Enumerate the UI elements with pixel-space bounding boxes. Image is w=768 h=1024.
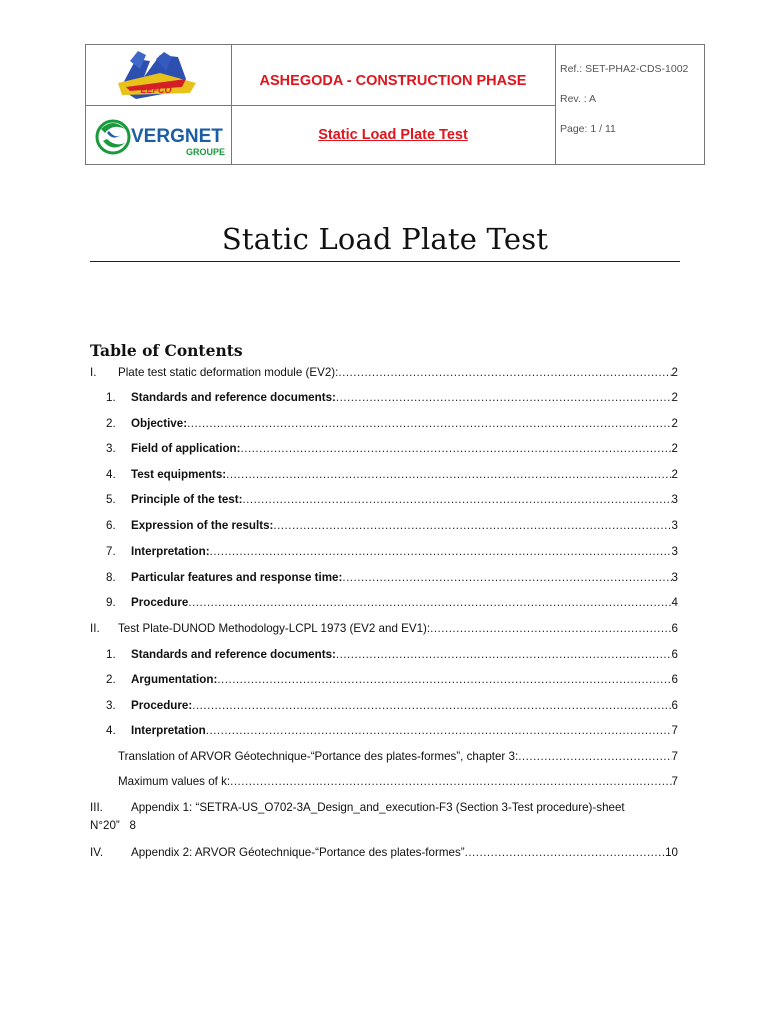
toc-entry-number: 6. xyxy=(106,519,116,532)
vergnet-logo xyxy=(91,111,229,161)
toc-leader-dots xyxy=(206,724,672,737)
toc-entry-page: 7 xyxy=(671,750,678,763)
toc-leader-dots xyxy=(336,391,672,404)
toc-entry-text: Field of application: xyxy=(131,442,241,455)
toc-entry-page: 3 xyxy=(671,493,678,506)
toc-entry-text: Expression of the results: xyxy=(131,519,274,532)
toc-entry[interactable] xyxy=(0,750,768,766)
toc-entry-number: 3. xyxy=(106,442,116,455)
document-header xyxy=(85,44,705,165)
toc-entry-number: 2. xyxy=(106,673,116,686)
toc-leader-dots xyxy=(430,622,671,635)
revision: Rev. : A xyxy=(560,93,596,105)
eefco-logo xyxy=(116,49,198,103)
toc-entry-text: Test Plate-DUNOD Methodology-LCPL 1973 (EV2 and EV1): xyxy=(118,622,431,635)
toc-entry-number: IV. xyxy=(90,846,104,859)
toc-leader-dots xyxy=(342,571,671,584)
toc-entry[interactable] xyxy=(0,417,768,433)
eefco-logo-text: EEFCO xyxy=(140,85,172,95)
toc-entry-page: 3 xyxy=(671,519,678,532)
page-title: Static Load Plate Test xyxy=(221,222,549,256)
toc-leader-dots xyxy=(242,493,671,506)
header-divider xyxy=(86,105,555,106)
toc-entry[interactable] xyxy=(0,391,768,407)
toc-entry-text: Objective: xyxy=(131,417,188,430)
toc-entry-page: 4 xyxy=(671,596,678,609)
reference-number: Ref.: SET-PHA2-CDS-1002 xyxy=(560,63,689,75)
toc-entry-text: Procedure xyxy=(131,596,189,609)
toc-leader-dots xyxy=(465,846,665,859)
toc-entry[interactable] xyxy=(0,545,768,561)
toc-entry-page: 2 xyxy=(671,366,678,379)
toc-leader-dots xyxy=(338,366,671,379)
toc-entry-text: Plate test static deformation module (EV2): xyxy=(118,366,339,379)
toc-entry[interactable] xyxy=(0,468,768,484)
toc-entry[interactable] xyxy=(0,724,768,740)
toc-entry-text: Interpretation: xyxy=(131,545,210,558)
toc-leader-dots xyxy=(230,775,671,788)
toc-entry[interactable] xyxy=(0,648,768,664)
toc-entry-number: 4. xyxy=(106,724,116,737)
toc-heading: Table of Contents xyxy=(90,341,243,360)
toc-leader-dots xyxy=(518,750,671,763)
header-divider xyxy=(555,45,556,164)
toc-entry-page: 6 xyxy=(671,648,678,661)
toc-entry-page: 2 xyxy=(671,417,678,430)
toc-entry-number: 1. xyxy=(106,391,116,404)
title-rule xyxy=(90,261,680,262)
toc-entry-text: Appendix 2: ARVOR Géotechnique-“Portance des plates-formes” xyxy=(131,846,465,859)
toc-entry-number: I. xyxy=(90,366,97,379)
toc-entry-page: 6 xyxy=(671,673,678,686)
toc-entry-text: Standards and reference documents: xyxy=(131,391,336,404)
toc-leader-dots xyxy=(217,673,671,686)
toc-leader-dots xyxy=(188,596,671,609)
toc-entry-page: 10 xyxy=(665,846,678,859)
toc-entry-page: 7 xyxy=(671,724,678,737)
toc-entry-page: 3 xyxy=(671,571,678,584)
toc-leader-dots xyxy=(187,417,671,430)
toc-entry-text: Principle of the test: xyxy=(131,493,243,506)
toc-entry-page: 3 xyxy=(671,545,678,558)
toc-entry-text: N°20” xyxy=(90,819,120,832)
toc-entry-number: 5. xyxy=(106,493,116,506)
toc-entry-text: Particular features and response time: xyxy=(131,571,343,584)
toc-leader-dots xyxy=(192,699,671,712)
toc-entry-number: 4. xyxy=(106,468,116,481)
toc-entry[interactable] xyxy=(0,846,768,862)
toc-entry[interactable] xyxy=(0,596,768,612)
document-title: Static Load Plate Test xyxy=(318,127,468,143)
toc-entry[interactable] xyxy=(0,519,768,535)
toc-entry[interactable] xyxy=(0,699,768,715)
vergnet-logo-subtext: GROUPE xyxy=(185,147,225,157)
toc-entry-text: Procedure: xyxy=(131,699,193,712)
toc-entry-text: Standards and reference documents: xyxy=(131,648,336,661)
toc-entry[interactable] xyxy=(0,622,768,638)
toc-entry-text: Test equipments: xyxy=(131,468,227,481)
toc-entry-text: Maximum values of k: xyxy=(118,775,231,788)
vergnet-logo-text: VERGNET xyxy=(131,126,223,147)
toc-entry-page: 6 xyxy=(671,622,678,635)
toc-entry-number: 8. xyxy=(106,571,116,584)
toc-entry[interactable] xyxy=(0,493,768,509)
toc-entry-page: 6 xyxy=(671,699,678,712)
toc-leader-dots xyxy=(336,648,672,661)
toc-entry-text: Interpretation xyxy=(131,724,206,737)
toc-entry-number: 2. xyxy=(106,417,116,430)
toc-entry-number: II. xyxy=(90,622,100,635)
toc-entry[interactable] xyxy=(0,366,768,382)
toc-entry[interactable] xyxy=(0,801,768,832)
toc-leader-dots xyxy=(273,519,671,532)
toc-entry[interactable] xyxy=(0,673,768,689)
toc-entry-text: Argumentation: xyxy=(131,673,218,686)
toc-leader-dots xyxy=(226,468,671,481)
project-title: ASHEGODA - CONSTRUCTION PHASE xyxy=(259,73,527,89)
toc-entry-number: 9. xyxy=(106,596,116,609)
toc-entry[interactable] xyxy=(0,775,768,791)
toc-entry-page: 8 xyxy=(129,819,136,832)
toc-leader-dots xyxy=(241,442,672,455)
toc-entry-page: 2 xyxy=(671,468,678,481)
toc-entry-page: 2 xyxy=(671,391,678,404)
toc-entry-page: 7 xyxy=(671,775,678,788)
toc-entry-page: 2 xyxy=(671,442,678,455)
toc-entry-text: Appendix 1: “SETRA-US_O702-3A_Design_and_execution-F3 (Section 3-Test procedure)-sheet xyxy=(131,801,625,814)
toc-entry[interactable] xyxy=(0,442,768,458)
toc-entry-number: 1. xyxy=(106,648,116,661)
page-number: Page: 1 / 11 xyxy=(560,123,616,135)
toc-entry-number: 3. xyxy=(106,699,116,712)
toc-entry-number: 7. xyxy=(106,545,116,558)
toc-entry[interactable] xyxy=(0,571,768,587)
toc-leader-dots xyxy=(210,545,672,558)
toc-entry-text: Translation of ARVOR Géotechnique-“Portance des plates-formes”, chapter 3: xyxy=(118,750,519,763)
toc-entry-number: III. xyxy=(90,801,103,814)
